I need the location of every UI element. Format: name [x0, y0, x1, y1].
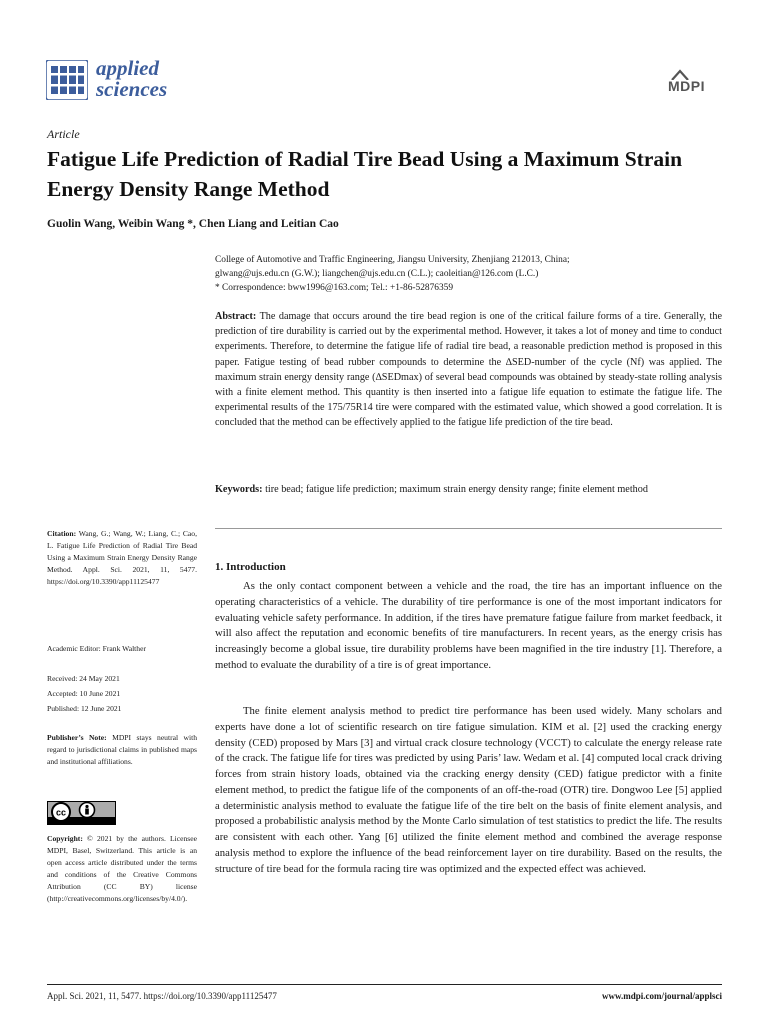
abstract-label: Abstract: — [215, 311, 257, 322]
journal-name: applied sciences — [96, 56, 168, 101]
article-type: Article — [47, 127, 80, 141]
publisher-note-label: Publisher’s Note: — [47, 733, 107, 742]
article-title: Fatigue Life Prediction of Radial Tire Bead Using a Maximum Strain Energy Density Range Method — [47, 147, 683, 201]
author-list: Guolin Wang, Weibin Wang *, Chen Liang and Leitian Cao — [47, 218, 339, 230]
footer-citation: Appl. Sci. 2021, 11, 5477. https://doi.org/10.3390/app11125477 — [47, 991, 277, 1001]
keywords-label: Keywords: — [215, 484, 263, 495]
keywords — [215, 482, 722, 497]
divider — [215, 528, 722, 529]
copyright-label: Copyright: — [47, 834, 83, 843]
received-date: Received: 24 May 2021 — [47, 674, 120, 683]
accepted-date: Accepted: 10 June 2021 — [47, 689, 121, 698]
section-heading-introduction: 1. Introduction — [215, 561, 286, 573]
footer-divider — [47, 984, 722, 985]
cc-by-license-icon[interactable] — [47, 801, 116, 825]
published-date: Published: 12 June 2021 — [47, 704, 122, 713]
publisher-note — [47, 732, 197, 768]
publisher-note-text: MDPI stays neutral with regard to jurisdictional claims in published maps and institutional affiliations. — [47, 733, 197, 766]
journal-logo-icon — [46, 60, 88, 100]
body-paragraph: As the only contact component between a vehicle and the road, the tire has an important influence on the operating characteristics of a vehicle. The durability of tire performance is one of the most important indicators for evaluating vehicle safety performance. In addition, if the tires have premature fatigue failure from market feedback, it will also affect the reputation and economic benefits of tire manufacturers. In recent years, as the energy crisis has increasingly become a global issue, tire durability problems have been magnified in the tire industry [1]. Therefore, a method to evaluate the durability of a tire is of great importance. — [215, 580, 722, 671]
affiliation: College of Automotive and Traffic Engineering, Jiangsu University, Zhenjiang 212013, China; — [215, 255, 570, 265]
citation-label: Citation: — [47, 529, 77, 538]
copyright-text: © 2021 by the authors. Licensee MDPI, Basel, Switzerland. This article is an open access article distributed under the terms and conditions of the Creative Commons Attribution (CC BY) license (http://creativecommons.org/licenses/by/4.0/). — [47, 834, 197, 903]
footer-journal-url[interactable]: www.mdpi.com/journal/applsci — [601, 991, 722, 1001]
correspondence: * Correspondence: bww1996@163.com; Tel.: +1-86-52876359 — [215, 283, 454, 293]
copyright-block — [47, 833, 197, 905]
author-emails: glwang@ujs.edu.cn (G.W.); liangchen@ujs.edu.cn (C.L.); caoleitian@126.com (L.C.) — [215, 269, 539, 279]
cc-text: cc — [55, 807, 67, 818]
abstract-text: The damage that occurs around the tire bead region is one of the critical failure forms of a tire. Generally, the prediction of tire durability is carried out by the experimental method. However, it takes a lot of money and time to conduct experiments. Therefore, to determine the fatigue life of radial tire bead, a reasonable prediction method is proposed in this paper. Fatigue testing of bead rubber compounds to determine the ∆SED-number of the cycle (Nf) was applied. The maximum strain energy density range (∆SEDmax) of several bead compounds was obtained by steady-state rolling analysis with a finite element method. This quantity is then inserted into a fatigue life equation to estimate the fatigue life. The experimental results of the 175/75R14 tire were compared with the estimated value, which showed a good correlation. It is concluded that the method can be effectively applied to the fatigue life prediction of the tire bead. — [215, 311, 722, 429]
publisher-logo: MDPI — [668, 68, 722, 98]
academic-editor: Academic Editor: Frank Walther — [47, 644, 146, 653]
citation-text: Wang, G.; Wang, W.; Liang, C.; Cao, L. Fatigue Life Prediction of Radial Tire Bead Using a Maximum Strain Energy Density Range Method. Appl. Sci. 2021, 11, 5477. https://doi.org/10.3390/app11125477 — [47, 529, 197, 586]
body-paragraph: The finite element analysis method to predict tire performance has been used widely. Many scholars and experts have done a lot of scientific research on tire fatigue simulation. KIM et al. [2] used the cracking energy density (CED) proposed by Mars [3] and virtual crack closure technology (VCCT) to calculate the energy release rate of the crack. The fatigue life for tires was predicted by using Paris’ law. Wedam et al. [4] computed local crack driving forces from strain history loads, obtained via the cracking energy density (CED) fatigue predictor with a finite element method, to predict the fatigue life of the components of an off-the-road (OTR) tire. Dongwoo Lee [5] applied a deterministic analysis method to evaluate the fatigue life of the tire belt on the basis of finite element analysis, and proposed a probabilistic analysis method by the Monte Carlo simulation of test statistics to predict the life. The results are consistent with each other. Yang [6] utilized the finite element method and combined the average response analysis method to explore the influence of the bead reinforcement layer on tire durability. Based on the results, the structure of tire bead for the formula racing tire was optimized and the expected effect was achieved. — [215, 705, 722, 875]
keywords-text: tire bead; fatigue life prediction; maximum strain energy density range; finite element method — [265, 484, 648, 495]
citation-block — [47, 528, 197, 588]
journal-logo — [46, 56, 178, 106]
abstract — [215, 309, 722, 431]
